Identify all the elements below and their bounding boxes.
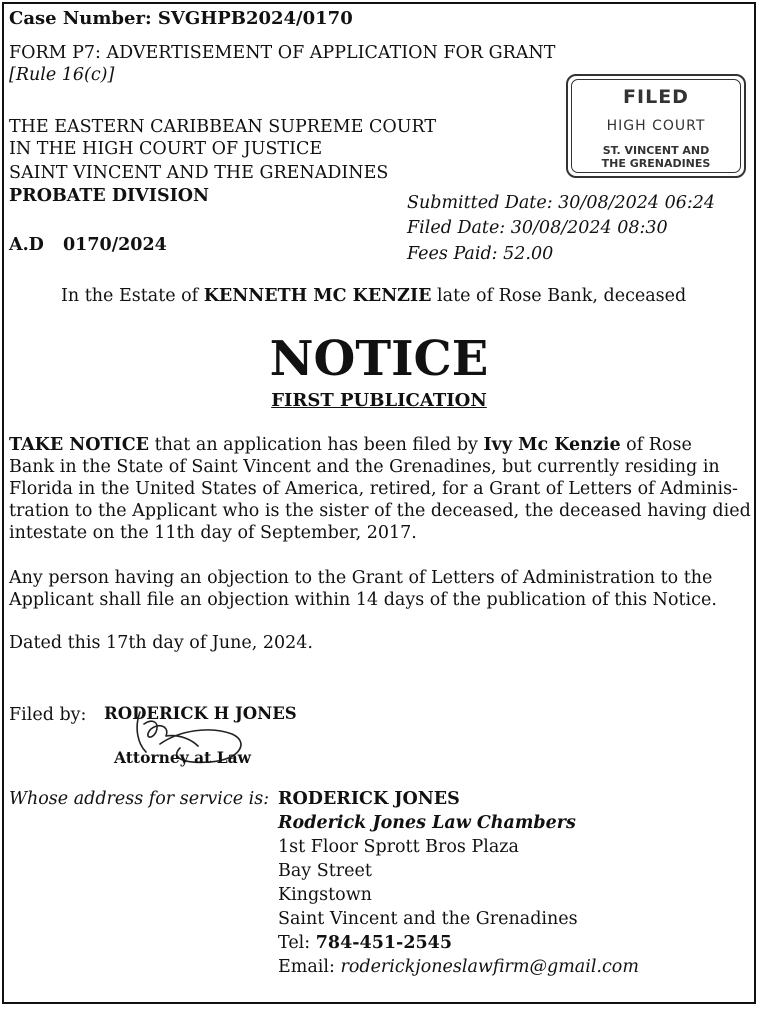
submitted-date: Submitted Date: 30/08/2024 06:24: [407, 193, 716, 213]
notice-paragraph-1: TAKE NOTICE that an application has been filed by Ivy Mc Kenzie of Rose Bank in the State of Saint Vincent and the Grenadines, but currently residing in Florida in the United States of America, retired, for a Grant of Letters of Adminis- tration to the Applicant who is the sister of the deceased, the deceased having died intestate on the 11th day of September, 2017.: [9, 435, 751, 543]
telephone-number: 784-451-2545: [315, 933, 453, 953]
notice-title: NOTICE: [269, 331, 489, 387]
estate-line: In the Estate of KENNETH MC KENZIE late of Rose Bank, deceased: [61, 286, 687, 306]
address-line-1: 1st Floor Sprott Bros Plaza: [278, 837, 519, 857]
deceased-name: KENNETH MC KENZIE: [203, 286, 432, 306]
notice-subtitle: FIRST PUBLICATION: [271, 390, 487, 411]
address-name: RODERICK JONES: [278, 789, 460, 809]
ad-number: 0170/2024: [63, 235, 167, 255]
law-firm-name: Roderick Jones Law Chambers: [278, 813, 576, 833]
notice-paragraph-2: Any person having an objection to the Grant of Letters of Administration to the Applicant shall file an objection within 14 days of the publication of this Notice.: [9, 568, 717, 610]
court-division-high: IN THE HIGH COURT OF JUSTICE: [9, 139, 323, 159]
stamp-jurisdiction: ST. VINCENT AND THE GRENADINES: [601, 144, 711, 170]
email: Email: roderickjoneslawfirm@gmail.com: [278, 957, 639, 977]
rule-reference: [Rule 16(c)]: [9, 65, 115, 85]
filed-date: Filed Date: 30/08/2024 08:30: [407, 218, 668, 238]
ad-label: A.D: [9, 235, 44, 255]
address-label: Whose address for service is:: [9, 789, 270, 809]
case-number: Case Number: SVGHPB2024/0170: [9, 8, 353, 29]
address-line-2: Bay Street: [278, 861, 372, 881]
telephone: Tel: 784-451-2545: [278, 933, 453, 953]
filed-by-label: Filed by:: [9, 705, 87, 725]
address-line-3: Kingstown: [278, 885, 372, 905]
applicant-name: Ivy Mc Kenzie: [483, 435, 621, 455]
signatory-name: RODERICK H JONES: [104, 704, 297, 723]
stamp-high-court: HIGH COURT: [606, 118, 706, 134]
dated-line: Dated this 17th day of June, 2024.: [9, 633, 313, 653]
email-address: roderickjoneslawfirm@gmail.com: [340, 957, 639, 977]
stamp-filed: FILED: [623, 86, 689, 108]
court-jurisdiction: SAINT VINCENT AND THE GRENADINES: [9, 163, 389, 183]
signature-block: [100, 700, 340, 778]
fees-paid: Fees Paid: 52.00: [407, 244, 554, 264]
court-name: THE EASTERN CARIBBEAN SUPREME COURT: [9, 117, 437, 137]
form-title: FORM P7: ADVERTISEMENT OF APPLICATION FOR GRANT: [9, 43, 556, 63]
address-line-4: Saint Vincent and the Grenadines: [278, 909, 578, 929]
probate-division: PROBATE DIVISION: [9, 186, 210, 206]
signatory-title: Attorney at Law: [114, 748, 251, 767]
filed-stamp: [566, 74, 746, 178]
